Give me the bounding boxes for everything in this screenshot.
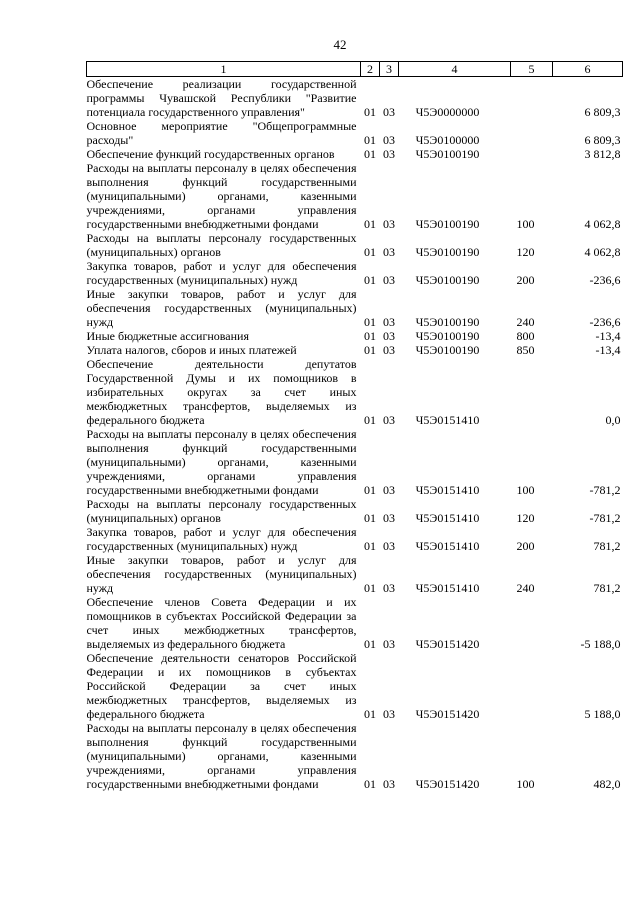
row-expense-type: 240 — [516, 315, 535, 329]
table-row — [87, 329, 623, 343]
table-row — [87, 595, 623, 651]
table-row — [87, 231, 623, 259]
table-row — [87, 497, 623, 525]
row-subsection: 03 — [383, 637, 395, 651]
row-target-code: Ч5Э0100190 — [415, 147, 480, 161]
page-number: 42 — [333, 37, 347, 52]
row-subsection: 03 — [383, 329, 395, 343]
table-row — [87, 161, 623, 231]
row-name: Закупка товаров, работ и услуг для обеспечения государственных (муниципальных) нужд — [86, 259, 357, 287]
row-amount: 6 809,3 — [584, 133, 621, 147]
row-expense-type — [511, 119, 553, 147]
row-subsection: 03 — [383, 343, 395, 357]
row-section: 01 — [364, 511, 376, 525]
row-name: Уплата налогов, сборов и иных платежей — [86, 343, 297, 357]
row-name: Расходы на выплаты персоналу в целях обеспечения выполнения функций государственными (муниципальными) органами, казенными учреждениями, органами управления государственными внебюджетными фондами — [86, 427, 357, 497]
row-target-code: Ч5Э0100190 — [415, 315, 480, 329]
header-col-1: 1 — [87, 62, 361, 77]
row-expense-type: 100 — [516, 483, 535, 497]
row-subsection: 03 — [383, 133, 395, 147]
row-section: 01 — [364, 273, 376, 287]
table-row — [87, 343, 623, 357]
row-amount: 4 062,8 — [584, 217, 621, 231]
table-row — [87, 525, 623, 553]
row-section: 01 — [364, 245, 376, 259]
header-col-6: 6 — [553, 62, 623, 77]
row-amount: 781,2 — [593, 581, 621, 595]
row-name: Расходы на выплаты персоналу государственных (муниципальных) органов — [86, 231, 357, 259]
row-amount: 4 062,8 — [584, 245, 621, 259]
table-row — [87, 147, 623, 161]
row-amount: 781,2 — [593, 539, 621, 553]
row-amount: -236,6 — [589, 315, 621, 329]
row-amount: -13,4 — [595, 343, 621, 357]
row-amount: -781,2 — [589, 511, 621, 525]
row-expense-type: 800 — [516, 329, 535, 343]
row-amount: -5 188,0 — [580, 637, 621, 651]
row-subsection: 03 — [383, 413, 395, 427]
table-row — [87, 553, 623, 595]
row-amount: 6 809,3 — [584, 105, 621, 119]
row-target-code: Ч5Э0000000 — [415, 105, 480, 119]
row-subsection: 03 — [383, 777, 395, 791]
table-row — [87, 77, 623, 120]
row-target-code: Ч5Э0151410 — [415, 539, 480, 553]
row-target-code: Ч5Э0100190 — [415, 273, 480, 287]
row-expense-type: 100 — [516, 217, 535, 231]
row-expense-type: 200 — [516, 273, 535, 287]
table-row — [87, 721, 623, 791]
table-row — [87, 119, 623, 147]
row-subsection: 03 — [383, 273, 395, 287]
row-name: Иные закупки товаров, работ и услуг для обеспечения государственных (муниципальных) нужд — [86, 287, 357, 329]
row-section: 01 — [364, 707, 376, 721]
header-col-3: 3 — [380, 62, 399, 77]
row-target-code: Ч5Э0151410 — [415, 483, 480, 497]
row-name: Иные закупки товаров, работ и услуг для обеспечения государственных (муниципальных) нужд — [86, 553, 357, 595]
row-amount: -13,4 — [595, 329, 621, 343]
table-body — [87, 77, 623, 792]
row-expense-type: 120 — [516, 245, 535, 259]
row-target-code: Ч5Э0100190 — [415, 329, 480, 343]
header-col-2: 2 — [361, 62, 380, 77]
row-subsection: 03 — [383, 217, 395, 231]
row-section: 01 — [364, 413, 376, 427]
row-name: Обеспечение реализации государственной программы Чувашской Республики "Развитие потенциала государственного управления" — [86, 77, 357, 119]
row-amount: 0,0 — [605, 413, 621, 427]
row-expense-type: 850 — [516, 343, 535, 357]
row-subsection: 03 — [383, 483, 395, 497]
row-section: 01 — [364, 539, 376, 553]
row-section: 01 — [364, 105, 376, 119]
row-amount: 3 812,8 — [584, 147, 621, 161]
row-section: 01 — [364, 329, 376, 343]
row-name: Обеспечение деятельности сенаторов Российской Федерации и их помощников в субъектах Российской Федерации за счет иных межбюджетных трансфертов, выделяемых из федерального бюджета — [86, 651, 357, 721]
budget-table — [86, 61, 623, 791]
row-expense-type — [511, 651, 553, 721]
row-section: 01 — [364, 581, 376, 595]
row-section: 01 — [364, 637, 376, 651]
table-row — [87, 287, 623, 329]
table-row — [87, 259, 623, 287]
table-row — [87, 651, 623, 721]
row-target-code: Ч5Э0100190 — [415, 217, 480, 231]
row-target-code: Ч5Э0100190 — [415, 245, 480, 259]
row-section: 01 — [364, 217, 376, 231]
row-section: 01 — [364, 315, 376, 329]
row-section: 01 — [364, 133, 376, 147]
row-target-code: Ч5Э0100190 — [415, 343, 480, 357]
row-expense-type — [511, 357, 553, 427]
row-subsection: 03 — [383, 511, 395, 525]
row-name: Расходы на выплаты персоналу государственных (муниципальных) органов — [86, 497, 357, 525]
header-row — [87, 62, 623, 77]
row-expense-type — [511, 147, 553, 161]
row-subsection: 03 — [383, 315, 395, 329]
row-target-code: Ч5Э0151410 — [415, 413, 480, 427]
row-target-code: Ч5Э0151420 — [415, 707, 480, 721]
row-subsection: 03 — [383, 581, 395, 595]
row-name: Обеспечение членов Совета Федерации и их помощников в субъектах Российской Федерации за счет иных межбюджетных трансфертов, выделяемых из федерального бюджета — [86, 595, 357, 651]
table-row — [87, 427, 623, 497]
row-target-code: Ч5Э0151410 — [415, 581, 480, 595]
header-col-4: 4 — [399, 62, 511, 77]
header-col-5: 5 — [511, 62, 553, 77]
row-name: Иные бюджетные ассигнования — [86, 329, 249, 343]
row-target-code: Ч5Э0151410 — [415, 511, 480, 525]
row-amount: 482,0 — [593, 777, 621, 791]
row-expense-type — [511, 77, 553, 120]
row-name: Расходы на выплаты персоналу в целях обеспечения выполнения функций государственными (муниципальными) органами, казенными учреждениями, органами управления государственными внебюджетными фондами — [86, 161, 357, 231]
row-expense-type: 120 — [516, 511, 535, 525]
row-subsection: 03 — [383, 707, 395, 721]
row-subsection: 03 — [383, 105, 395, 119]
row-target-code: Ч5Э0151420 — [415, 637, 480, 651]
row-name: Расходы на выплаты персоналу в целях обеспечения выполнения функций государственными (муниципальными) органами, казенными учреждениями, органами управления государственными внебюджетными фондами — [86, 721, 357, 791]
row-amount: 5 188,0 — [584, 707, 621, 721]
row-expense-type: 200 — [516, 539, 535, 553]
row-expense-type: 100 — [516, 777, 535, 791]
row-subsection: 03 — [383, 245, 395, 259]
row-name: Закупка товаров, работ и услуг для обеспечения государственных (муниципальных) нужд — [86, 525, 357, 553]
row-section: 01 — [364, 343, 376, 357]
row-subsection: 03 — [383, 539, 395, 553]
row-section: 01 — [364, 483, 376, 497]
row-target-code: Ч5Э0151420 — [415, 777, 480, 791]
row-expense-type — [511, 595, 553, 651]
row-section: 01 — [364, 777, 376, 791]
row-target-code: Ч5Э0100000 — [415, 133, 480, 147]
row-amount: -781,2 — [589, 483, 621, 497]
row-subsection: 03 — [383, 147, 395, 161]
row-section: 01 — [364, 147, 376, 161]
row-amount: -236,6 — [589, 273, 621, 287]
row-expense-type: 240 — [516, 581, 535, 595]
table-row — [87, 357, 623, 427]
row-name: Основное мероприятие "Общепрограммные расходы" — [86, 119, 357, 147]
row-name: Обеспечение функций государственных органов — [86, 147, 335, 161]
row-name: Обеспечение деятельности депутатов Государственной Думы и их помощников в избирательных округах за счет иных межбюджетных трансфертов, выделяемых из федерального бюджета — [86, 357, 357, 427]
